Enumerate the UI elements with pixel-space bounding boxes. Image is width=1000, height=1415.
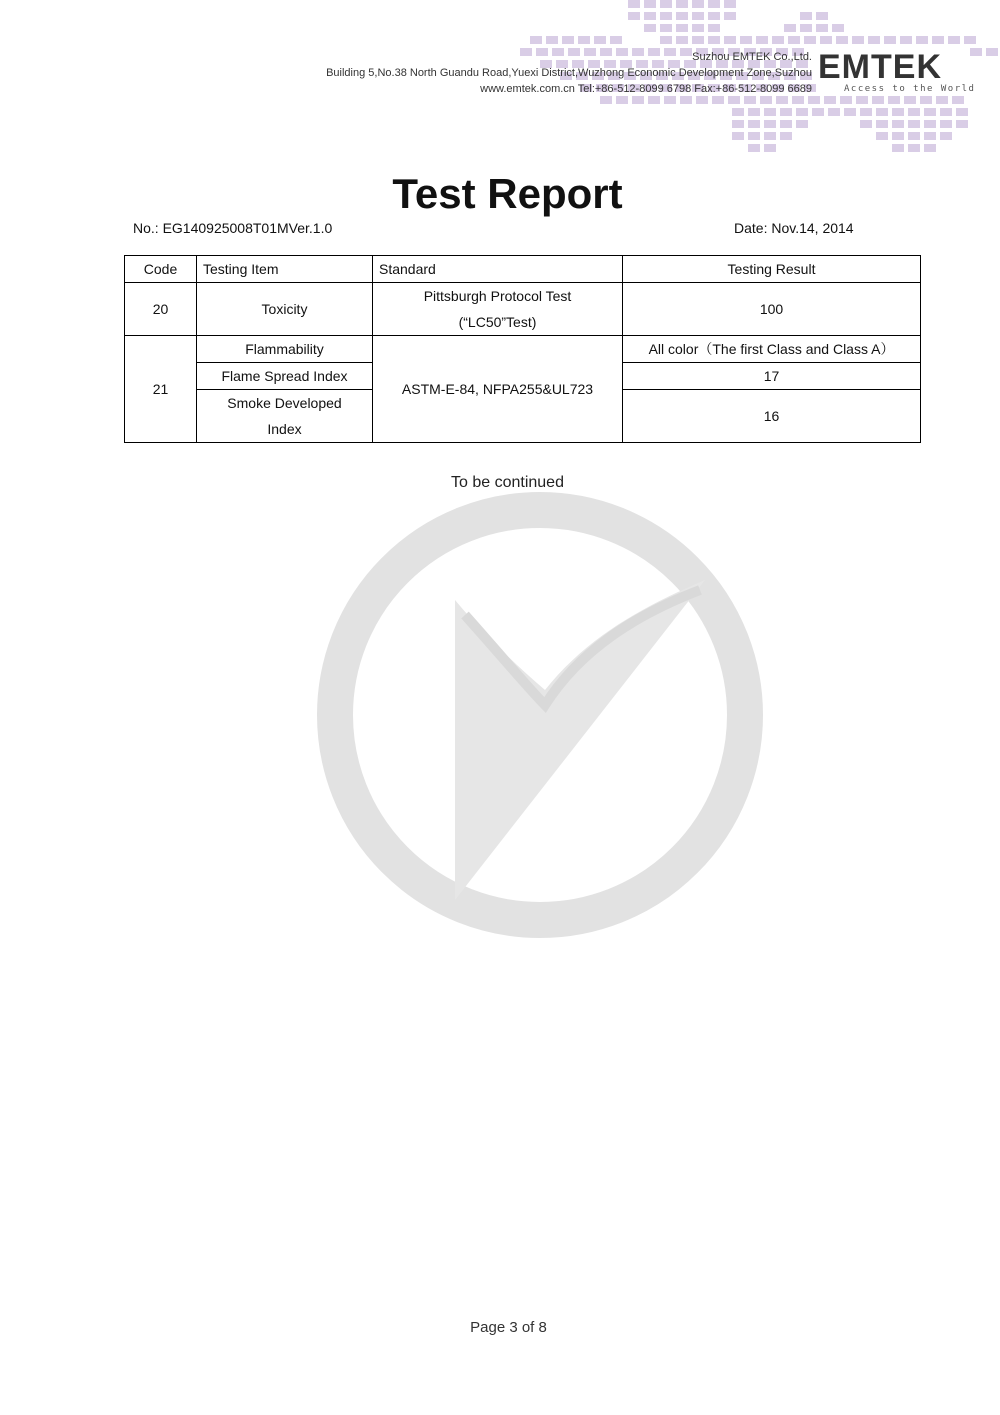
- result-cell: 17: [623, 363, 921, 390]
- item-cell: Toxicity: [197, 283, 373, 336]
- standard-cell: ASTM-E-84, NFPA255&UL723: [373, 336, 623, 443]
- document-title: Test Report: [392, 170, 623, 217]
- emtek-logo: EMTEK: [818, 48, 942, 86]
- item-line: Index: [267, 421, 302, 437]
- standard-line: (“LC50”Test): [458, 314, 537, 330]
- result-cell: 16: [623, 390, 921, 443]
- item-cell: Flammability: [197, 336, 373, 363]
- header-testing-item: Testing Item: [197, 256, 373, 283]
- header-code: Code: [125, 256, 197, 283]
- code-cell: 21: [125, 336, 197, 443]
- standard-cell: [373, 283, 623, 336]
- logo-tagline: Access to the World: [844, 84, 976, 94]
- results-table: [124, 255, 921, 443]
- table-header-row: [125, 256, 921, 283]
- table-row: [125, 283, 921, 336]
- company-contact: www.emtek.com.cn Tel:+86-512-8099 6798 Fax:+86-512-8099 6689: [480, 83, 812, 95]
- report-date: Date: Nov.14, 2014: [734, 220, 854, 236]
- header-testing-result: Testing Result: [623, 256, 921, 283]
- standard-line: Pittsburgh Protocol Test: [423, 288, 572, 304]
- code-cell: 20: [125, 283, 197, 336]
- result-cell: All color（The first Class and Class A）: [623, 336, 921, 363]
- report-number: No.: EG140925008T01MVer.1.0: [133, 220, 333, 236]
- continued-note: To be continued: [451, 474, 564, 491]
- item-cell: Flame Spread Index: [197, 363, 373, 390]
- company-name: Suzhou EMTEK Co.,Ltd.: [692, 51, 812, 63]
- header-standard: Standard: [373, 256, 623, 283]
- page-number: Page 3 of 8: [470, 1319, 547, 1336]
- result-cell: 100: [623, 283, 921, 336]
- table-row: [125, 336, 921, 363]
- item-line: Smoke Developed: [227, 395, 342, 411]
- watermark-logo: [305, 490, 775, 950]
- company-address: Building 5,No.38 North Guandu Road,Yuexi District,Wuzhong Economic Development Zone,Suzhou: [326, 67, 812, 79]
- item-cell: [197, 390, 373, 443]
